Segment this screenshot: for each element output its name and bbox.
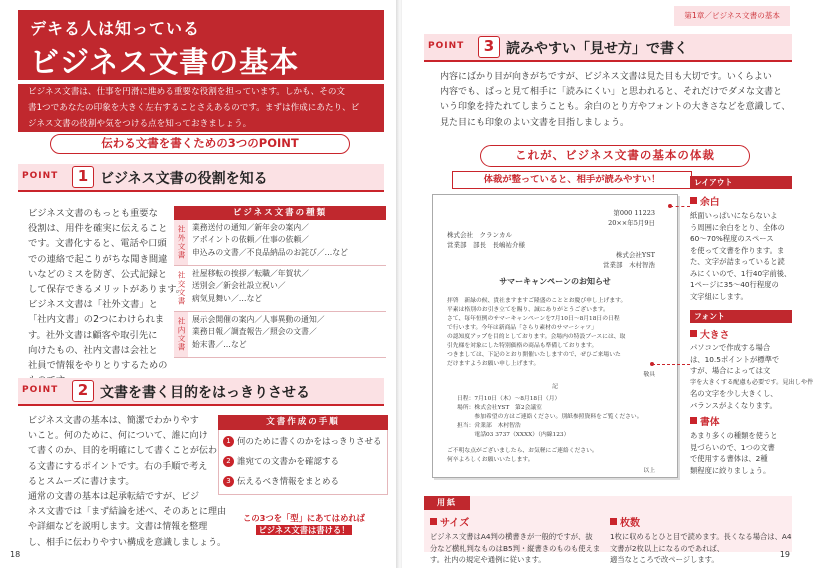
doc-keigu: 敬具: [643, 372, 655, 378]
doc-ijo: 以上: [643, 468, 655, 474]
types-item: 展示会開催の案内／人事異動の通知／: [192, 315, 325, 324]
body-line: や詳細などを説明します。文書は情報を整理: [28, 522, 208, 533]
paper-line: 文書が2枚以上になるのであれば、: [610, 543, 725, 553]
paper-line: 適当なところで改ページします。: [610, 555, 719, 564]
doc-detail-line: 電話03 3737（XXXX）（内線123）: [457, 432, 570, 438]
doc-detail-line: 場所：株式会社YST 第2会議室: [457, 405, 542, 411]
typeface-text: [690, 430, 794, 476]
body-line: 内容にばかり目が向きがちですが、ビジネス文書は見た目も大切です。いくらよい: [440, 72, 772, 82]
doc-sender-person: 営業部 木村智浩: [603, 261, 655, 269]
point-number: 2: [72, 380, 94, 402]
point-title: 文書を書く目的をはっきりさせる: [100, 385, 310, 401]
types-item: アポイントの依頼／仕事の依頼／: [192, 235, 309, 245]
paper-size-title: [430, 514, 469, 529]
anno-line: みにくいので、1行40字前後、: [690, 268, 792, 278]
types-item: 業務送付の通知／新年会の案内／: [192, 223, 309, 232]
body-line: いなどのミスを防ぎ、公式記録と: [28, 268, 168, 280]
anno-line: う周囲に余白をとり、全体の: [690, 222, 785, 232]
margin-title-text: 余白: [700, 197, 720, 208]
square-bullet-icon: [690, 417, 697, 424]
doc-number: 第000 11223: [613, 209, 655, 217]
title-block: [18, 10, 384, 80]
anno-line: た、文字が詰まっていると読: [690, 257, 785, 266]
anno-line: 見づらいので、1つの文書: [690, 442, 775, 452]
types-row-external: [174, 220, 386, 266]
doc-recipient-company: 株式会社 クランカル: [447, 231, 512, 239]
paper-label: 用紙: [424, 496, 470, 510]
square-bullet-icon: [430, 518, 437, 525]
body-line: 向けたもの、社内文書は会社と: [28, 344, 158, 356]
body-line: て書くのか、目的を明確にして書くことが伝わ: [28, 446, 218, 457]
body-line: 内容でも、ぱっと見て相手に「読みにくい」と思われると、それだけでダメな文書と: [440, 87, 783, 98]
step-text: 誰宛ての文書かを確認する: [237, 457, 340, 467]
anno-line: 紙面いっぱいにならないよ: [690, 211, 778, 220]
paper-count-title-text: 枚数: [620, 518, 640, 529]
types-items: [192, 266, 386, 307]
steps-header: 文書作成の手順: [218, 415, 388, 430]
types-table-header: ビジネス文書の種類: [174, 206, 386, 220]
points-heading: 伝わる文書を書くための3つのPOINT: [50, 134, 350, 154]
types-items: [192, 220, 386, 261]
connector-dot: [650, 362, 654, 366]
body-line: して保存できるメリットがあります。: [28, 284, 185, 296]
types-item: 送別会／新会社設立祝い／: [192, 281, 286, 291]
point-3-body: [440, 70, 796, 131]
doc-body-line: だけますようお願い申し上げます。: [447, 361, 540, 367]
margin-title: [690, 194, 720, 208]
paper-line: ビジネス文書はA4判の横書きが一般的ですが、抜: [430, 532, 593, 541]
anno-line: あまり多くの種類を使うと: [690, 431, 778, 440]
intro-line: ジネス文書の役割や気をつける点を知っておきましょう。: [28, 119, 252, 129]
anno-line: 1ページに35〜40行程度の: [690, 280, 779, 289]
body-line: での連絡で起こりがちな聞き間違: [28, 253, 168, 265]
doc-subject: サマーキャンペーンのお知らせ: [499, 276, 611, 286]
types-item: 社屋移転の挨拶／転職／年賀状／: [192, 269, 309, 278]
typeface-title: [690, 414, 720, 428]
paper-line: 分など横札判なものはB5判・縦書きのものも使えま: [430, 543, 601, 553]
point-number: 3: [478, 36, 500, 58]
types-row-internal: [174, 312, 386, 358]
point-title: 読みやすい「見せ方」で書く: [506, 41, 688, 57]
anno-line: パソコンで作成する場合: [690, 343, 771, 352]
body-line: 役割は、用件を確実に伝えること: [28, 223, 168, 235]
page-number-right: 19: [779, 550, 790, 559]
types-item: 申込みの文書／不良品納品のお詫び／…など: [192, 247, 348, 257]
types-item: 始末書／…など: [192, 339, 247, 349]
point-label: POINT: [22, 385, 59, 395]
doc-ki: 記: [552, 384, 558, 390]
anno-line: で使用する書体は、2種: [690, 454, 768, 463]
body-line: 社員で情報をやりとりするための: [28, 360, 168, 372]
point-number: 1: [72, 166, 94, 188]
types-row-social: [174, 266, 386, 312]
layout-label: レイアウト: [690, 176, 792, 189]
doc-detail-line: 日程：7月10日（木）〜8月18日（月）: [457, 396, 561, 402]
body-line: ネス文書では「まず結論を述べ、そのあとに理由: [28, 507, 227, 518]
doc-detail-line: 担当：営業部 木村智浩: [457, 423, 521, 429]
doc-body-line: さて、毎年恒例のサマーキャンペーンを7月10日〜8月18日の日程: [447, 316, 620, 322]
body-line: いこと。何のために、何について、誰に向け: [28, 431, 208, 442]
types-category: 社交文書: [177, 271, 186, 306]
body-line: ビジネス文書は「社外文書」と: [28, 299, 158, 311]
doc-body-line: 引先様を対象にした特別価格の商品も準備しております。: [447, 343, 598, 349]
anno-line: を使って文書を作ります。ま: [690, 245, 785, 255]
title-kicker: デキる人は知っている: [30, 19, 201, 38]
doc-body-line: の認知度アップを目的としております。会場内の特設ブースには、取: [447, 334, 626, 340]
step-item: [223, 452, 383, 472]
paper-line: 1枚に収めるとひと目で読めます。長くなる場合は、A4: [610, 532, 792, 541]
steps-box: [218, 415, 388, 497]
body-line: 「社内文書」の2つにわけられま: [28, 314, 165, 326]
body-line: 見た目にも印象のよい文書を目指しましょう。: [440, 117, 630, 128]
page-number-left: 18: [10, 550, 21, 559]
anno-line: 字を大きくする配慮も必要です。見出しや件: [690, 378, 813, 386]
connector-dot: [668, 204, 672, 208]
typeface-title-text: 書体: [700, 417, 720, 428]
anno-line: 60〜70%程度のスペース: [690, 234, 774, 243]
body-line: 通常の文書の基本は起承転結ですが、ビジ: [28, 492, 200, 503]
running-head: 第1章／ビジネス文書の基本: [674, 6, 790, 26]
intro-line: ビジネス文書は、仕事を円滑に進める重要な役割を担っています。しかも、その文: [28, 87, 346, 97]
point-label: POINT: [22, 171, 59, 181]
types-category: 社外文書: [174, 220, 188, 265]
types-items: [192, 312, 386, 353]
body-line: いう印象を持たれてしまうことも。余白のとり方やフォントの大きさなどを意識して、: [440, 102, 791, 113]
left-page: [0, 0, 398, 568]
anno-line: 類程度に絞りましょう。: [690, 465, 771, 475]
point-divider: [18, 404, 384, 406]
callout-line-2: [226, 524, 382, 536]
point-label: POINT: [428, 41, 465, 51]
body-line: る文書にするポイントです。右の手順で考え: [28, 461, 208, 472]
steps-list: [218, 430, 388, 495]
right-page: [402, 0, 813, 568]
types-item: 業務日報／調査報告／照会の文書／: [192, 327, 317, 337]
steps-callout: [226, 512, 382, 536]
body-line: ビジネス文書の基本は、簡潔でわかりやす: [28, 416, 199, 426]
section-title: これが、ビジネス文書の基本の体裁: [480, 145, 750, 167]
doc-footer-line: 何卒よろしくお願いいたします。: [447, 457, 534, 463]
doc-sender-company: 株式会社YST: [615, 251, 655, 259]
doc-recipient-person: 営業部 部長 長嶋祐介様: [447, 241, 525, 249]
margin-text: [690, 210, 794, 302]
anno-line: バランスがよくなります。: [690, 400, 777, 410]
body-line: し、相手に伝わりやすい構成を意識しましょう。: [28, 537, 227, 548]
anno-line: は、10.5ポイントが標準で: [690, 354, 780, 364]
body-line: るとスムーズに書けます。: [28, 476, 135, 487]
types-item: 病気見舞い／…など: [192, 293, 263, 303]
step-item: [223, 472, 383, 492]
size-title-text: 大きさ: [700, 330, 730, 341]
anno-line: 名の文字を少し大きくし、: [690, 389, 778, 398]
paper-count-text: [610, 531, 792, 566]
document-types-table: [174, 206, 386, 358]
point-divider: [424, 60, 792, 62]
step-item: [223, 432, 383, 452]
body-line: ビジネス文書のもっとも重要な: [28, 208, 158, 219]
step-number: 1: [223, 436, 234, 447]
paper-count-title: [610, 514, 640, 529]
types-category: 社内文書: [174, 312, 188, 357]
intro-line: 書1つであなたの印象を大きく左右することさえあるのです。まずは作成にあたり、ビ: [28, 103, 360, 113]
sample-banner: 体裁が整っていると、相手が読みやすい！: [452, 171, 692, 189]
step-text: 何のために書くのかをはっきりさせる: [237, 437, 382, 447]
font-label: フォント: [690, 310, 792, 323]
step-text: 伝えるべき情報をまとめる: [237, 477, 340, 487]
doc-body-line: つきましては、下記のとおり開催いたしますので、ぜひご来場いた: [447, 352, 621, 358]
callout-line-1: この3つを「型」にあてはめれば: [243, 513, 365, 523]
point-2-bar: [18, 378, 384, 404]
point-divider: [18, 190, 384, 192]
square-bullet-icon: [610, 518, 617, 525]
anno-line: 文字組にします。: [690, 291, 748, 301]
doc-date: 20××年5月9日: [608, 219, 655, 227]
paper-line: す。社内の規定や通例に従います。: [430, 555, 546, 564]
step-number: 3: [223, 476, 234, 487]
doc-body-line: で行います。今年は新商品「さらり素材のサマーシャツ」: [447, 325, 598, 331]
doc-body-line: 平素は格別のお引き立てを賜り、誠にありがとうございます。: [447, 307, 609, 313]
doc-footer-line: ご不明な点がございましたら、お気軽にご連絡ください。: [447, 448, 598, 454]
paper-size-text: [430, 531, 600, 566]
point-title: ビジネス文書の役割を知る: [100, 171, 268, 187]
body-line: です。文書化すると、電話や口頭: [28, 238, 167, 250]
size-title: [690, 327, 729, 341]
connector-line: [652, 364, 690, 365]
intro-text: [18, 84, 384, 132]
step-number: 2: [223, 456, 234, 467]
square-bullet-icon: [690, 197, 697, 204]
point-1-bar: [18, 164, 384, 190]
doc-body-line: 拝啓 新緑の候、貴社ますますご隆盛のこととお慶び申し上げます。: [447, 298, 627, 304]
page-title: ビジネス文書の基本: [30, 45, 300, 79]
callout-highlight: ビジネス文書は書ける！: [258, 525, 350, 535]
paper-size-title-text: サイズ: [440, 518, 470, 529]
point-2-body: [28, 414, 227, 551]
doc-detail-line: 参加希望の方はご連絡ください。別紙参照資料をご覧ください。: [457, 414, 643, 420]
sample-document: [432, 194, 678, 478]
point-3-bar: [424, 34, 792, 60]
square-bullet-icon: [690, 330, 697, 337]
size-text: [690, 342, 813, 411]
connector-line: [670, 206, 690, 207]
body-line: す。社外文書は顧客や取引先に: [28, 329, 158, 341]
anno-line: すが、場合によっては文: [690, 366, 771, 375]
